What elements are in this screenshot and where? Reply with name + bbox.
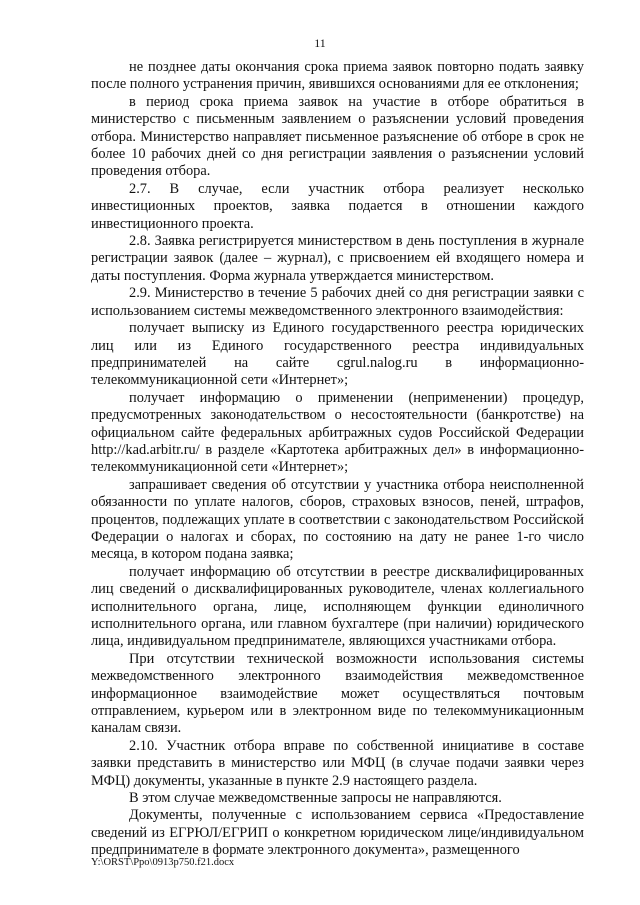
page-number: 11 (314, 36, 326, 50)
paragraph: Документы, полученные с использованием сервиса «Предоставление сведений из ЕГРЮЛ/ЕГРИП о конкретном юридическом лице/индивидуальном предпринимателе в формате электронного документа», размещенного (91, 807, 584, 859)
paragraph: При отсутствии технической возможности использования системы межведомственного электронного взаимодействия межведомственное информационное взаимодействие может осуществляться почтовым отправлением, курьером или в электронном виде по телекоммуникационным каналам связи. (91, 650, 584, 737)
paragraph: не позднее даты окончания срока приема заявок повторно подать заявку после полного устранения причин, явившихся основаниями для ее отклонения; (91, 59, 584, 93)
paragraph: в период срока приема заявок на участие в отборе обратиться в министерство с письменным заявлением о разъяснении условий проведения отбора. Министерство направляет письменное разъяснение об отборе в срок не более 10 рабочих дней со дня регистрации заявления о разъяснении условий проведения отбора. (91, 93, 584, 180)
document-body (91, 59, 584, 860)
paragraph: 2.10. Участник отбора вправе по собственной инициативе в составе заявки представить в министерство или МФЦ (в случае подачи заявки через МФЦ) документы, указанные в пункте 2.9 настоящего раздела. (91, 737, 584, 789)
paragraph: запрашивает сведения об отсутствии у участника отбора неисполненной обязанности по уплате налогов, сборов, страховых взносов, пеней, штрафов, процентов, подлежащих уплате в соответствии с законодательством Российской Федерации о налогах и сборах, по состоянию на дату не ранее 1-го число месяца, в котором подана заявка; (91, 476, 584, 563)
paragraph: 2.8. Заявка регистрируется министерством в день поступления в журнале регистрации заявок (далее – журнал), с присвоением ей входящего номера и даты поступления. Форма журнала утверждается министерством. (91, 233, 584, 284)
paragraph: 2.7. В случае, если участник отбора реализует несколько инвестиционных проектов, заявка подается в отношении каждого инвестиционного проекта. (91, 180, 584, 232)
paragraph: получает информацию об отсутствии в реестре дисквалифицированных лиц сведений о дисквалифицированных руководителе, членах коллегиального исполнительного органа, лице, исполняющем функции единоличного исполнительного органа, или главном бухгалтере (при наличии) юридического лица, индивидуальном предпринимателе, являющихся участниками отбора. (91, 563, 584, 650)
paragraph: получает выписку из Единого государственного реестра юридических лиц или из Единого государственного реестра индивидуальных предпринимателей на сайте cgrul.nalog.ru в информационно-телекоммуникационной сети «Интернет»; (91, 320, 584, 389)
paragraph: получает информацию о применении (неприменении) процедур, предусмотренных законодательством о несостоятельности (банкротстве) на официальном сайте федеральных арбитражных судов Российской Федерации http://kad.arbitr.ru/ в разделе «Картотека арбитражных дел» в информационно-телекоммуникационной сети «Интернет»; (91, 389, 584, 476)
paragraph: 2.9. Министерство в течение 5 рабочих дней со дня регистрации заявки с использованием системы межведомственного электронного взаимодействия: (91, 285, 584, 319)
file-path-footer: Y:\ORST\Ppo\0913p750.f21.docx (91, 857, 235, 868)
paragraph: В этом случае межведомственные запросы не направляются. (129, 790, 502, 807)
